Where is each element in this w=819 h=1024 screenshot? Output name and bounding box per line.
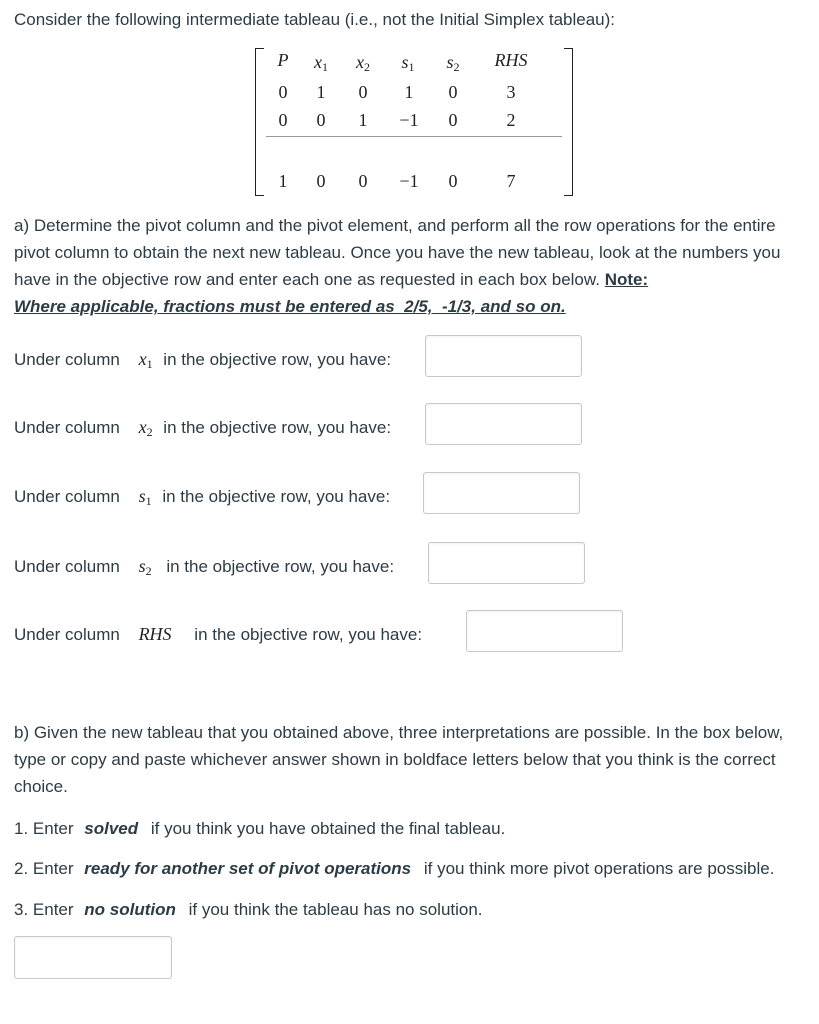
cell-r1-s2: 0 xyxy=(448,82,458,102)
question-s2 xyxy=(14,553,394,585)
question-var: $x_2$ xyxy=(138,417,153,439)
option-suffix: if you think you have obtained the final tableau. xyxy=(150,819,506,838)
question-x2 xyxy=(14,414,391,446)
note-label: Note: xyxy=(604,270,649,289)
option-solved xyxy=(14,815,505,842)
question-prefix: Under column xyxy=(14,625,120,644)
answer-input-x2[interactable] xyxy=(425,403,582,445)
question-rhs xyxy=(14,621,422,653)
header-x1: $x_1$ xyxy=(314,52,328,74)
option-suffix: if you think more pivot operations are possible. xyxy=(423,859,775,878)
question-var: $s_2$ xyxy=(138,556,152,578)
answer-input-interpretation[interactable] xyxy=(14,936,172,979)
answer-input-s1[interactable] xyxy=(423,472,580,514)
answer-input-x1[interactable] xyxy=(425,335,582,377)
cell-obj-x2: 0 xyxy=(358,171,368,191)
question-prefix: Under column xyxy=(14,557,120,576)
cell-r1-x2: 0 xyxy=(358,82,368,102)
cell-obj-p: 1 xyxy=(278,171,288,191)
option-keyword: solved xyxy=(84,819,139,838)
header-s1: $s_1$ xyxy=(401,52,415,74)
cell-r2-s1: −1 xyxy=(399,110,419,130)
header-p: P xyxy=(277,50,289,70)
question-suffix: in the objective row, you have: xyxy=(194,625,423,644)
cell-r2-rhs: 2 xyxy=(506,110,516,130)
answer-input-rhs[interactable] xyxy=(466,610,623,652)
option-prefix: 1. Enter xyxy=(14,819,74,838)
question-var: $s_1$ xyxy=(138,486,152,508)
right-bracket xyxy=(564,48,573,196)
header-rhs: RHS xyxy=(494,50,528,70)
part-a-text: a) Determine the pivot column and the pivot element, and perform all the row operations for the entire pivot column to obtain the next new tableau. Once you have the new tableau, look at the numbers you have in the objective row and enter each one as requested in each box below. xyxy=(14,216,781,289)
option-keyword: no solution xyxy=(84,900,176,919)
option-suffix: if you think the tableau has no solution. xyxy=(188,900,483,919)
question-prefix: Under column xyxy=(14,487,120,506)
cell-r2-x2: 1 xyxy=(358,110,368,130)
cell-obj-rhs: 7 xyxy=(506,171,516,191)
tableau-divider xyxy=(266,136,562,137)
option-keyword: ready for another set of pivot operations xyxy=(84,859,412,878)
option-prefix: 2. Enter xyxy=(14,859,74,878)
option-prefix: 3. Enter xyxy=(14,900,74,919)
option-ready xyxy=(14,855,774,882)
question-suffix: in the objective row, you have: xyxy=(163,418,392,437)
cell-r1-rhs: 3 xyxy=(506,82,516,102)
question-suffix: in the objective row, you have: xyxy=(162,487,391,506)
intro-text: Consider the following intermediate tableau (i.e., not the Initial Simplex tableau): xyxy=(14,10,616,29)
cell-obj-s1: −1 xyxy=(399,171,419,191)
answer-input-s2[interactable] xyxy=(428,542,585,584)
option-no-solution xyxy=(14,896,483,923)
cell-r1-x1: 1 xyxy=(316,82,326,102)
cell-obj-s2: 0 xyxy=(448,171,458,191)
question-prefix: Under column xyxy=(14,350,120,369)
note-text: Where applicable, fractions must be entered as 2/5, -1/3, and so on. xyxy=(14,297,566,316)
header-x2: $x_2$ xyxy=(356,52,370,74)
cell-r1-s1: 1 xyxy=(404,82,414,102)
cell-r2-s2: 0 xyxy=(448,110,458,130)
question-suffix: in the objective row, you have: xyxy=(163,350,392,369)
header-s2: $s_2$ xyxy=(446,52,460,74)
cell-r1-p: 0 xyxy=(278,82,288,102)
cell-r2-p: 0 xyxy=(278,110,288,130)
question-var: RHS xyxy=(138,624,172,644)
question-suffix: in the objective row, you have: xyxy=(166,557,395,576)
part-b-instructions: b) Given the new tableau that you obtained above, three interpretations are possible. In the box below, type or copy and paste whichever answer shown in boldface letters below that you think is the correct choice. xyxy=(14,723,784,796)
question-x1 xyxy=(14,346,391,378)
question-prefix: Under column xyxy=(14,418,120,437)
part-a-instructions xyxy=(14,212,804,320)
question-s1 xyxy=(14,483,390,515)
cell-r2-x1: 0 xyxy=(316,110,326,130)
cell-obj-x1: 0 xyxy=(316,171,326,191)
question-var: $x_1$ xyxy=(138,349,153,371)
